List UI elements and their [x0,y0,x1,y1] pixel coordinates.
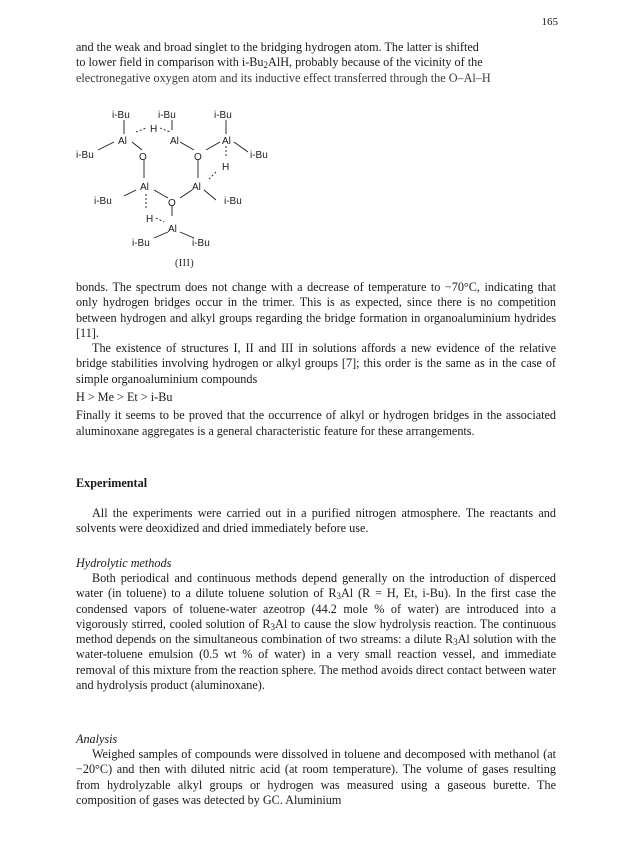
intro-line-1: and the weak and broad singlet to the bridging hydrogen atom. The latter is shifted [76,40,479,54]
al-bottom: Al [168,224,177,235]
analysis-paragraph: Weighed samples of compounds were dissolved in toluene and decomposed with methanol (at −20°C) and then with diluted nitric acid (at room temperature). The volume of gases resulting from hydrolyzable alkyl groups or hydrogen was measured using a gaseous burette. The composition of gases was detected by GC. Aluminium [76,747,556,807]
finally-paragraph: Finally it seems to be proved that the occurrence of alkyl or hydrogen bridges in the associated aluminoxane aggregates is a general characteristic feature for these arrangements. [76,408,556,438]
order-line: H > Me > Et > i-Bu [76,390,173,405]
o-right: O [194,152,202,163]
ibu-left: i-Bu [76,150,94,161]
intro-line-2: to lower field in comparison with $i-Bu_2AlH$, probably because of the vicinity of the [76,55,483,71]
al-lower-right: Al [192,182,201,193]
hydrolytic-heading: Hydrolytic methods [76,556,172,570]
al-lower-left: Al [140,182,149,193]
ibu-lower-right: i-Bu [224,196,242,207]
h-bridge-top: H [150,124,158,135]
ibu-bottom-right: i-Bu [192,238,210,249]
bonds-paragraph: bonds. The spectrum does not change with a decrease of temperature to −70°C, indicating that only hydrogen bridges occur in the trimer. This is as expected, since there is no competition between hydrogen and alkyl groups regarding the bridge formation in organoaluminium hydrides [11]. [76,280,556,340]
structure-iii-diagram [76,108,306,268]
experiments-paragraph: All the experiments were carried out in a purified nitrogen atmosphere. The reactants and solvents were deoxidized and dried immediately before use. [76,506,556,536]
hydrolytic-paragraph: Both periodical and continuous methods depend generally on the introduction of disperced water (in toluene) to a dilute toluene solution of $R_3Al$ (R = H, Et, i-Bu). In the first case the condensed vapors of toluene-water azeotrop (44.2 mole % of water) are introduced into a vigorously stirred, cooled solution of $R_3Al$ to cause the slow hydrolysis reaction. The continuous method depends on the simultaneous combination of two streams: a dilute $R_3Al$ solution with the water-toluene emulsion (0.5 wt % of water) in a very small reaction vessel, and immediate removal of this mixture from the reaction sphere. The method avoids direct contact between water and hydrolysis product (aluminoxane). [76,571,557,693]
ibu-top-left: i-Bu [112,110,130,121]
intro-line-3: electronegative oxygen atom and its inductive effect transferred through the O–Al–H [76,70,491,85]
analysis-heading: Analysis [76,732,118,746]
experiments-block [76,506,556,537]
al-top-left: Al [118,136,127,147]
h-bridge-right: H [222,162,230,173]
hydrolytic-block [76,571,556,693]
page-number: 165 [541,16,558,28]
ibu-right: i-Bu [250,150,268,161]
discussion-block [76,280,556,439]
o-left: O [139,152,147,163]
ibu-top-right: i-Bu [214,110,232,121]
ibu-lower-left: i-Bu [94,196,112,207]
structure-iii-svg [76,108,306,258]
analysis-block [76,747,556,808]
al-top-middle: Al [170,136,179,147]
experimental-heading: Experimental [76,476,148,490]
structure-label: (III) [175,258,195,269]
o-lower: O [168,198,176,209]
ibu-top-middle: i-Bu [158,110,176,121]
al-top-right: Al [222,136,231,147]
ibu-bottom-left: i-Bu [132,238,150,249]
h-bridge-lower: H [146,214,154,225]
intro-paragraph [76,40,556,86]
existence-paragraph: The existence of structures I, II and III in solutions affords a new evidence of the relative bridge stabilities involving hydrogen or alkyl groups [7]; this order is the same as in the case of simple organoaluminium compounds [76,341,556,386]
